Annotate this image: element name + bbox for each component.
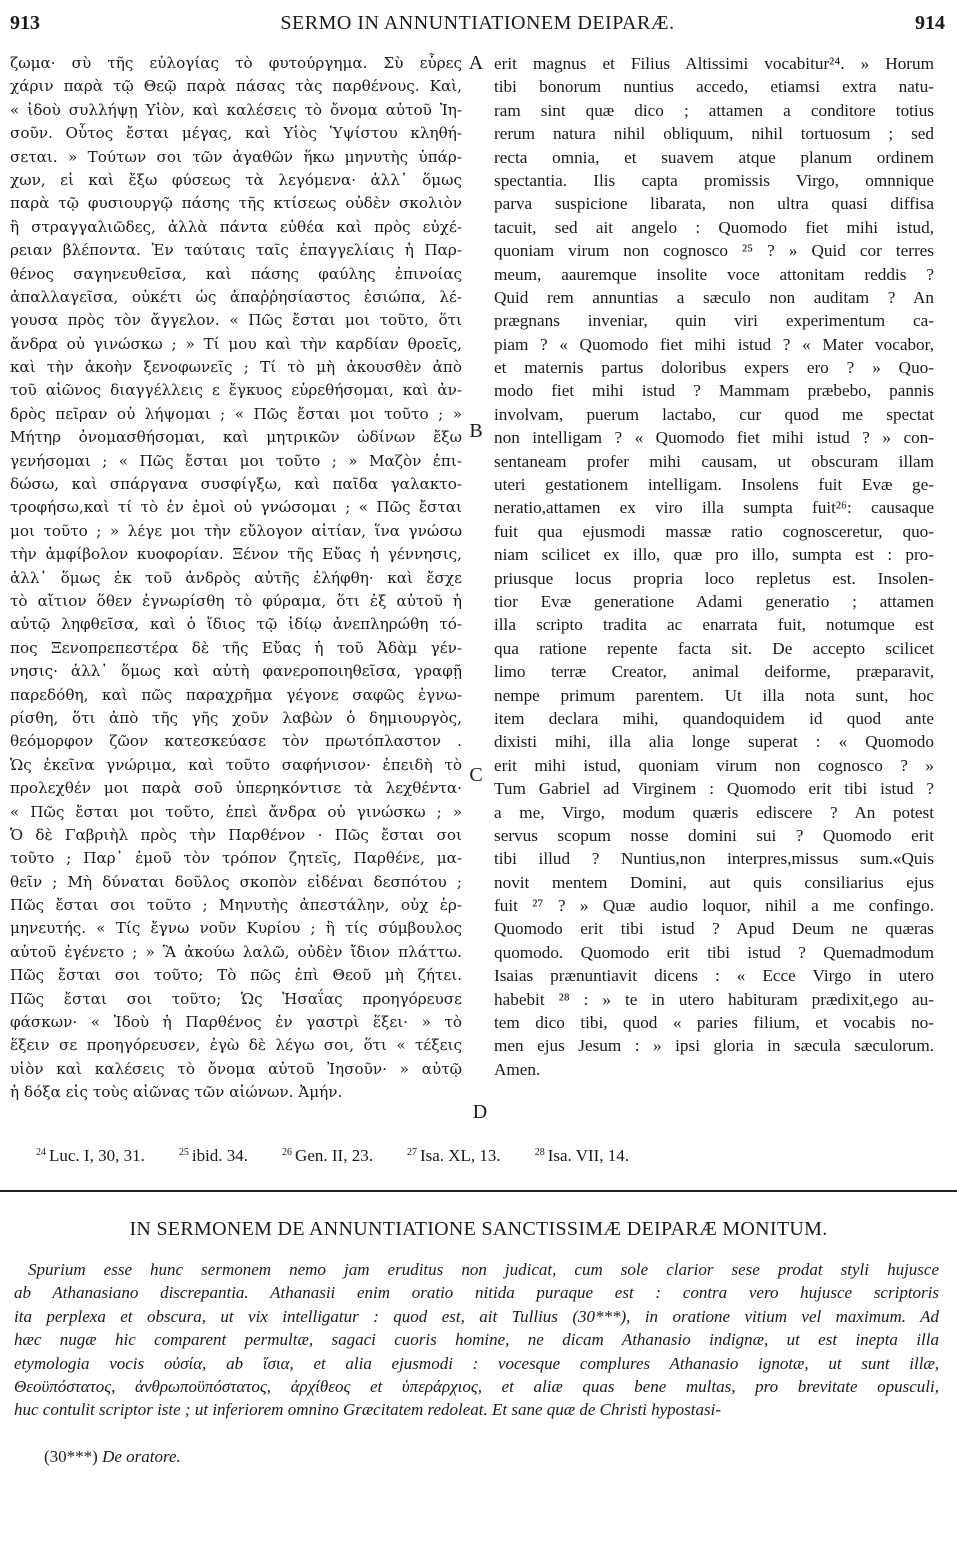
footnote-item [282, 1146, 373, 1165]
greek-text-column [10, 52, 462, 1105]
greek-text-line: Πῶς ἔσται σοι τοῦτο ; Μηνυτὴς ἀπεστάλην, οὐχ ἑρ- [10, 896, 462, 915]
greek-text-line: Ὡς ἐκεῖνα γνώριμα, καὶ τοῦτο σαφήνισον· ἐπειδὴ τὸ [10, 755, 462, 774]
greek-text-line: τοῦ αἰῶνος διαγγέλλεις ε ἔγκυος εὑρεθήσομαι, καὶ ἀν- [10, 381, 462, 400]
footnote-text: Gen. II, 23. [295, 1146, 373, 1165]
greek-text-line: Ὁ δὲ Γαβριὴλ πρὸς τὴν Παρθένον · Πῶς ἔσται σοι [10, 825, 462, 844]
latin-text-line: ram sint quæ dico ; attamen a conditore totius [494, 100, 934, 120]
greek-text-line: Μήτηρ ὀνομασθήσομαι, καὶ μητρικῶν ὠδίνων ἔξω [10, 428, 462, 447]
greek-text-line: αὐτῷ ληφθεῖσα, καὶ ὁ ἴδιος τῷ ἰδίῳ ἀνεπληρώθη τό- [10, 615, 462, 634]
latin-text-line: Isaias prænuntiavit dicens : « Ecce Virgo in utero [494, 966, 934, 986]
monitum-text-line: Spurium esse hunc sermonem nemo jam eruditus non judicat, cum sole clarior sese prodat styli hujusce [28, 1260, 939, 1279]
greek-text-line: ἄνδρα οὐ γινώσκω ; » Τί μου καὶ τὴν καρδίαν θροεῖς, [10, 334, 462, 353]
greek-text-line: προλεχθέν μοι παρὰ σοῦ ὑπερηκόντισε τὰ λεχθέντα· [10, 779, 462, 798]
latin-text-line: tacuit, sed ait angelo : Quomodo fiet mihi istud, [494, 217, 934, 237]
greek-text-line: ἢ στραγγαλιῶδες, ἀλλὰ πάντα εὐθέα καὶ πρὸς εὐχέ- [10, 217, 462, 236]
latin-text-line: erit magnus et Filius Altissimi vocabitur²⁴. » Horum [494, 54, 934, 73]
greek-text-line: ἡ δόξα εἰς τοὺς αἰῶνας τῶν αἰώνων. Ἀμήν. [10, 1083, 343, 1102]
latin-text-line: nempe primum parentem. Ut illa nota sunt, hoc [494, 685, 934, 705]
latin-text-line: novit mentem Domini, aut quis consiliarius ejus [494, 872, 934, 892]
greek-text-line: ἀλλ᾽ ὅμως ἐκ τοῦ ἀνδρὸς αὐτῆς ἐλήφθη· καὶ ἔσχε [10, 568, 462, 587]
monitum-text-line: etymologia vocis οὐσία, ab ἴσια, et alia ejusmodi : vocesque complures Athanasio ignotæ, ut sunt illæ, [14, 1353, 939, 1373]
monitum-text-line: hæc nugæ hic comparent permultæ, sagaci cuoris homine, ne dicam Athanasio indignæ, ut est inepta illa [14, 1330, 939, 1350]
latin-text-line: illa scripto tradita ac enarrata fuit, notumque est [494, 615, 934, 635]
section-divider [0, 1190, 957, 1192]
greek-text-line: τὸ αἴτιον ὅθεν ἐγνωρίσθη τὸ φύραμα, ὅτι ἐξ αὐτοῦ ἡ [10, 591, 462, 610]
latin-text-line: involvam, puerum lactabo, cur quod me spectat [494, 404, 934, 424]
section-marker-c: C [469, 764, 483, 786]
latin-text-line: tibi bonorum nuntius accedo, etiamsi extra natu- [494, 77, 934, 97]
greek-text-line: δρὸς πεῖραν οὐ λήψομαι ; « Πῶς ἔσται μοι τοῦτο ; » [10, 404, 462, 423]
monitum-body [14, 1258, 939, 1422]
greek-text-line: νησις· ἀλλ᾽ ὅμως καὶ αὐτὴ φανεροποιηθεῖσα, γραφῇ [10, 662, 462, 681]
greek-text-line: φάσκων· « Ἰδοὺ ἡ Παρθένος ἐν γαστρὶ ἕξει· » τὸ [10, 1013, 462, 1032]
greek-text-line: θεόμορφον ζῶον κατεσκεύασε τὸν πρωτόπλαστον . [10, 732, 462, 751]
greek-text-line: Πῶς ἔσται σοι τοῦτο; Τὸ πῶς ἐπὶ Θεοῦ μὴ ζήτει. [10, 966, 462, 985]
footnote-text: Isa. XL, 13. [419, 1146, 501, 1165]
monitum-text-line: huc contulit scriptor iste ; ut inferiorem omnino Græcitatem redoleat. Et sane quæ de Christi hypostasi- [14, 1400, 722, 1420]
greek-text-line: γενήσομαι ; « Πῶς ἔσται μοι τοῦτο ; » Μαζὸν ἐπι- [10, 451, 462, 470]
latin-text-line: recta omnia, et suavem atque planum ordinem [494, 147, 934, 167]
footnote-number: 28 [534, 1147, 545, 1158]
latin-text-line: Quid rem annuntias a sæculo non auditam ? An [494, 287, 934, 307]
latin-text-column [494, 52, 934, 1081]
latin-text-line: tibi illud ? Nuntius,non interpres,missus sum.«Quis [494, 849, 934, 869]
greek-text-line: μηνευτής. « Τίς ἔγνω νοῦν Κυρίου ; ἢ τίς σύμβουλος [10, 919, 462, 938]
footnote-item [36, 1146, 145, 1165]
greek-text-line: τὴν ἀμφίβολον κυοφορίαν. Ξένον τῆς Εὔας ἡ γέννησις, [10, 545, 462, 564]
monitum-text-line: ita perplexa et obscura, ut vix intelligatur : quod est, ait Tullius (30***), in oratione vitium vel maximum. Ad [14, 1306, 939, 1326]
greek-text-line: ρειαν βλέποντα. Ἐν ταύταις ταῖς ἐπαγγελίαις ἡ Παρ- [10, 241, 462, 260]
greek-text-line: γουσα πρὸς τὸν ἄγγελον. « Πῶς ἔσται μοι τοῦτο, ὅτι [10, 311, 462, 330]
footnote-item [535, 1146, 629, 1165]
latin-text-line: tem dico tibi, quod « paries filium, et vocabis no- [494, 1013, 934, 1033]
footnote-text: Luc. I, 30, 31. [49, 1146, 145, 1165]
greek-text-line: αὐτοῦ ἐγένετο ; » Ἃ ἀκούω λαλῶ, οὐδὲν ἴδιον πλάττω. [10, 942, 462, 961]
latin-text-line: fuit ²⁷ ? » Quæ audio loquor, nihil a me confingo. [494, 896, 934, 916]
section-marker-b: B [469, 420, 483, 442]
greek-text-line: παρὰ τῷ φυσιουργῷ πάσης τῆς κτίσεως οὐδὲν σκολιὸν [10, 194, 462, 213]
greek-text-line: υἱὸν καὶ καλέσεις τὸ ὄνομα αὐτοῦ Ἰησοῦν· » αὐτῷ [10, 1059, 462, 1078]
greek-text-line: δώσω, καὶ σπάργανα συσφίγξω, καὶ παῖδα γαλακτο- [10, 475, 462, 494]
monitum-title: IN SERMONEM DE ANNUNTIATIONE SANCTISSIMÆ DEIPARÆ MONITUM. [129, 1218, 828, 1240]
latin-text-line: habebit ²⁸ : » te in utero habituram prædixit,ego au- [494, 989, 934, 1009]
latin-text-line: Amen. [494, 1059, 541, 1079]
latin-text-line: Quomodo erit tibi istud ? Apud Deum ne quæras [494, 919, 934, 939]
latin-text-line: servus scopum nosse domini sui ? Quomodo erit [494, 825, 934, 845]
greek-text-line: ἕξειν σε προηγόρευσεν, ἐγὼ δὲ λέγω σοι, ὅτι « τέξεις [10, 1036, 462, 1055]
latin-text-line: priusque locus propria loco repletus est. Insolen- [494, 568, 934, 588]
latin-text-line: dixisti mihi, illa alia longe superat : « Quomodo [494, 732, 934, 752]
footnote-number: 25 [178, 1147, 189, 1158]
page-number-right: 914 [915, 12, 945, 34]
footnote-number: 26 [282, 1147, 293, 1158]
greek-text-line: πος Ξενοπρεπεστέρα δὲ τῆς Εὔας ἡ τοῦ Ἀδὰμ γέν- [10, 638, 462, 657]
greek-text-line: παρεδόθη, καὶ πῶς παραχρῆμα γέγονε σαφῶς ἐγνω- [10, 685, 462, 704]
latin-text-line: rerum natura nihil obliquum, nihil tortuosum ; sed [494, 124, 934, 144]
greek-text-line: Πῶς ἔσται σοι τοῦτο; Ὡς Ἡσαΐας προηγόρευσε [10, 989, 462, 1008]
monitum-footnote [44, 1447, 181, 1467]
footnote-item [407, 1146, 501, 1165]
latin-text-line: modo fiet mihi istud ? Mammam præbebo, pannis [494, 381, 934, 401]
latin-text-line: non intelligam ? « Quomodo fiet mihi istud ? » con- [494, 428, 934, 448]
greek-text-line: « ἰδοὺ συλλήψῃ Υἱὸν, καὶ καλέσεις τὸ ὄνομα αὐτοῦ Ἰη- [10, 100, 462, 119]
latin-text-line: uteri gestationem intelligam. Insolens fuit Evæ ge- [494, 475, 934, 495]
greek-text-line: τροφήσω,καὶ τί τὸ ἐν ἐμοὶ οὐ γνώσομαι ; « Πῶς ἔσται [10, 498, 462, 517]
latin-text-line: prægnans inveniar, quin viri experimentum ca- [494, 311, 934, 331]
latin-text-line: sentaneam profer mihi causam, ut obscuram illam [494, 451, 934, 471]
greek-text-line: θεῖν ; Μὴ δύναται δοῦλος σκοπὸν εἰδέναι δεσπότου ; [10, 872, 462, 891]
latin-text-line: quomodo. Quomodo erit tibi istud ? Quemadmodum [494, 942, 934, 962]
monitum-footnote-text: De oratore. [102, 1447, 181, 1466]
greek-text-line: σοῦν. Οὗτος ἔσται μέγας, καὶ Υἱὸς Ὑψίστου κληθή- [10, 124, 462, 143]
latin-text-line: meum, aauremque insolite voce attonitam reddis ? [494, 264, 934, 284]
latin-text-line: neratio,attamen ex viro illa sumpta fuit²⁶: causaque [494, 498, 934, 518]
greek-text-line: ζωμα· σὺ τῆς εὐλογίας τὸ φυτούργημα. Σὺ εὗρες [10, 54, 462, 72]
footnote-item [179, 1146, 248, 1165]
latin-text-line: parva suspicione libarata, non ultra quasi diffisa [494, 194, 934, 214]
latin-text-line: tior Evæ generatione Adami generatio ; attamen [494, 591, 934, 611]
latin-text-line: spectantia. Ilis capta promissis Virgo, omnnique [494, 170, 934, 190]
latin-text-line: limo terræ Creator, animal deiforme, præparavit, [494, 662, 934, 682]
greek-text-line: σεται. » Τούτων σοι τῶν ἀγαθῶν ἥκω μηνυτὴς ὑπάρ- [10, 147, 462, 166]
latin-text-line: quoniam virum non cognosco ²⁵ ? » Quid cor terres [494, 241, 934, 261]
latin-text-line: qua ratione repente facta sit. De accepto scilicet [494, 638, 934, 658]
footnote-number: 27 [406, 1147, 417, 1158]
footnote-text: Isa. VII, 14. [547, 1146, 630, 1165]
section-marker-a: A [468, 52, 484, 74]
greek-text-line: θένος σαγηνευθεῖσα, καὶ πάσης φαύλης ἐπινοίας [10, 264, 462, 283]
latin-text-line: item declara mihi, quandoquidem id quod ante [494, 708, 934, 728]
section-marker-d: D [472, 1101, 488, 1123]
greek-text-line: καὶ τὴν ἀκοὴν ξενοφωνεῖς ; Τί τὸ μὴ ἀκουσθὲν ἀπὸ [10, 358, 462, 377]
monitum-text-line: ab Athanasiano discrepantia. Athanasii enim oratio nitida puraque est : contra vero hujusce scriptoris [14, 1283, 939, 1303]
footnote-number: 24 [36, 1147, 46, 1158]
latin-text-line: et maternis partus doloribus expers ero ? » Quo- [494, 358, 934, 378]
greek-text-line: χων, εἰ καὶ ἔξω φύσεως τὰ λεγόμενα· ἀλλ᾽ ὅμως [10, 170, 462, 189]
footnote-text: ibid. 34. [191, 1146, 249, 1165]
greek-text-line: ἀπαλλαγεῖσα, οὐκέτι ὡς ἀπαῤῥησίαστος ἐσιώπα, λέ- [10, 287, 462, 306]
greek-text-line: ρίσθη, ὅτι ἀπὸ τῆς γῆς χοῦν λαβὼν ὁ δημιουργὸς, [10, 708, 462, 727]
running-title: SERMO IN ANNUNTIATIONEM DEIPARÆ. [280, 12, 675, 34]
page-header [10, 12, 945, 40]
greek-text-line: μοι τοῦτο ; » λέγε μοι τὴν εὔλογον αἰτίαν, ἵνα γνώσω [10, 521, 462, 540]
latin-text-line: a me, Virgo, modum quæris ediscere ? An potest [494, 802, 934, 822]
latin-text-line: fuit qua ejusmodi massæ ratio cognosceretur, quo- [494, 521, 934, 541]
greek-text-line: χάριν παρὰ τῷ Θεῷ παρὰ πάσας τὰς παρθένους. Καὶ, [10, 77, 462, 96]
footnotes [36, 1146, 936, 1166]
greek-text-line: τοῦτο ; Παρ᾽ ἐμοῦ τὸν τρόπον ζητεῖς, Παρθένε, μα- [10, 849, 462, 868]
latin-text-line: piam ? « Quomodo fiet mihi istud ? « Mater vocabor, [494, 334, 934, 354]
greek-text-line: « Πῶς ἔσται μοι τοῦτο, ἐπεὶ ἄνδρα οὐ γινώσκω ; » [10, 802, 462, 821]
latin-text-line: men ejus Jesum : » ipsi gloria in sæcula sæculorum. [494, 1036, 934, 1056]
monitum-text-line: Θεοϋπόστατος, ἀνθρωποϋπόστατος, ἀρχίθεος et ὑπεράρχιος, et aliæ quas bene multas, pro brevitate opusculi, [14, 1376, 939, 1396]
latin-text-line: niam scilicet ex illo, quæ pro illo, sumpta est : pro- [494, 545, 934, 565]
latin-text-line: Tum Gabriel ad Virginem : Quomodo erit tibi istud ? [494, 779, 934, 799]
page-number-left: 913 [10, 12, 40, 34]
monitum-footnote-number: (30***) [44, 1447, 98, 1466]
latin-text-line: erit mihi istud, quoniam virum non cognosco ? » [494, 755, 934, 775]
